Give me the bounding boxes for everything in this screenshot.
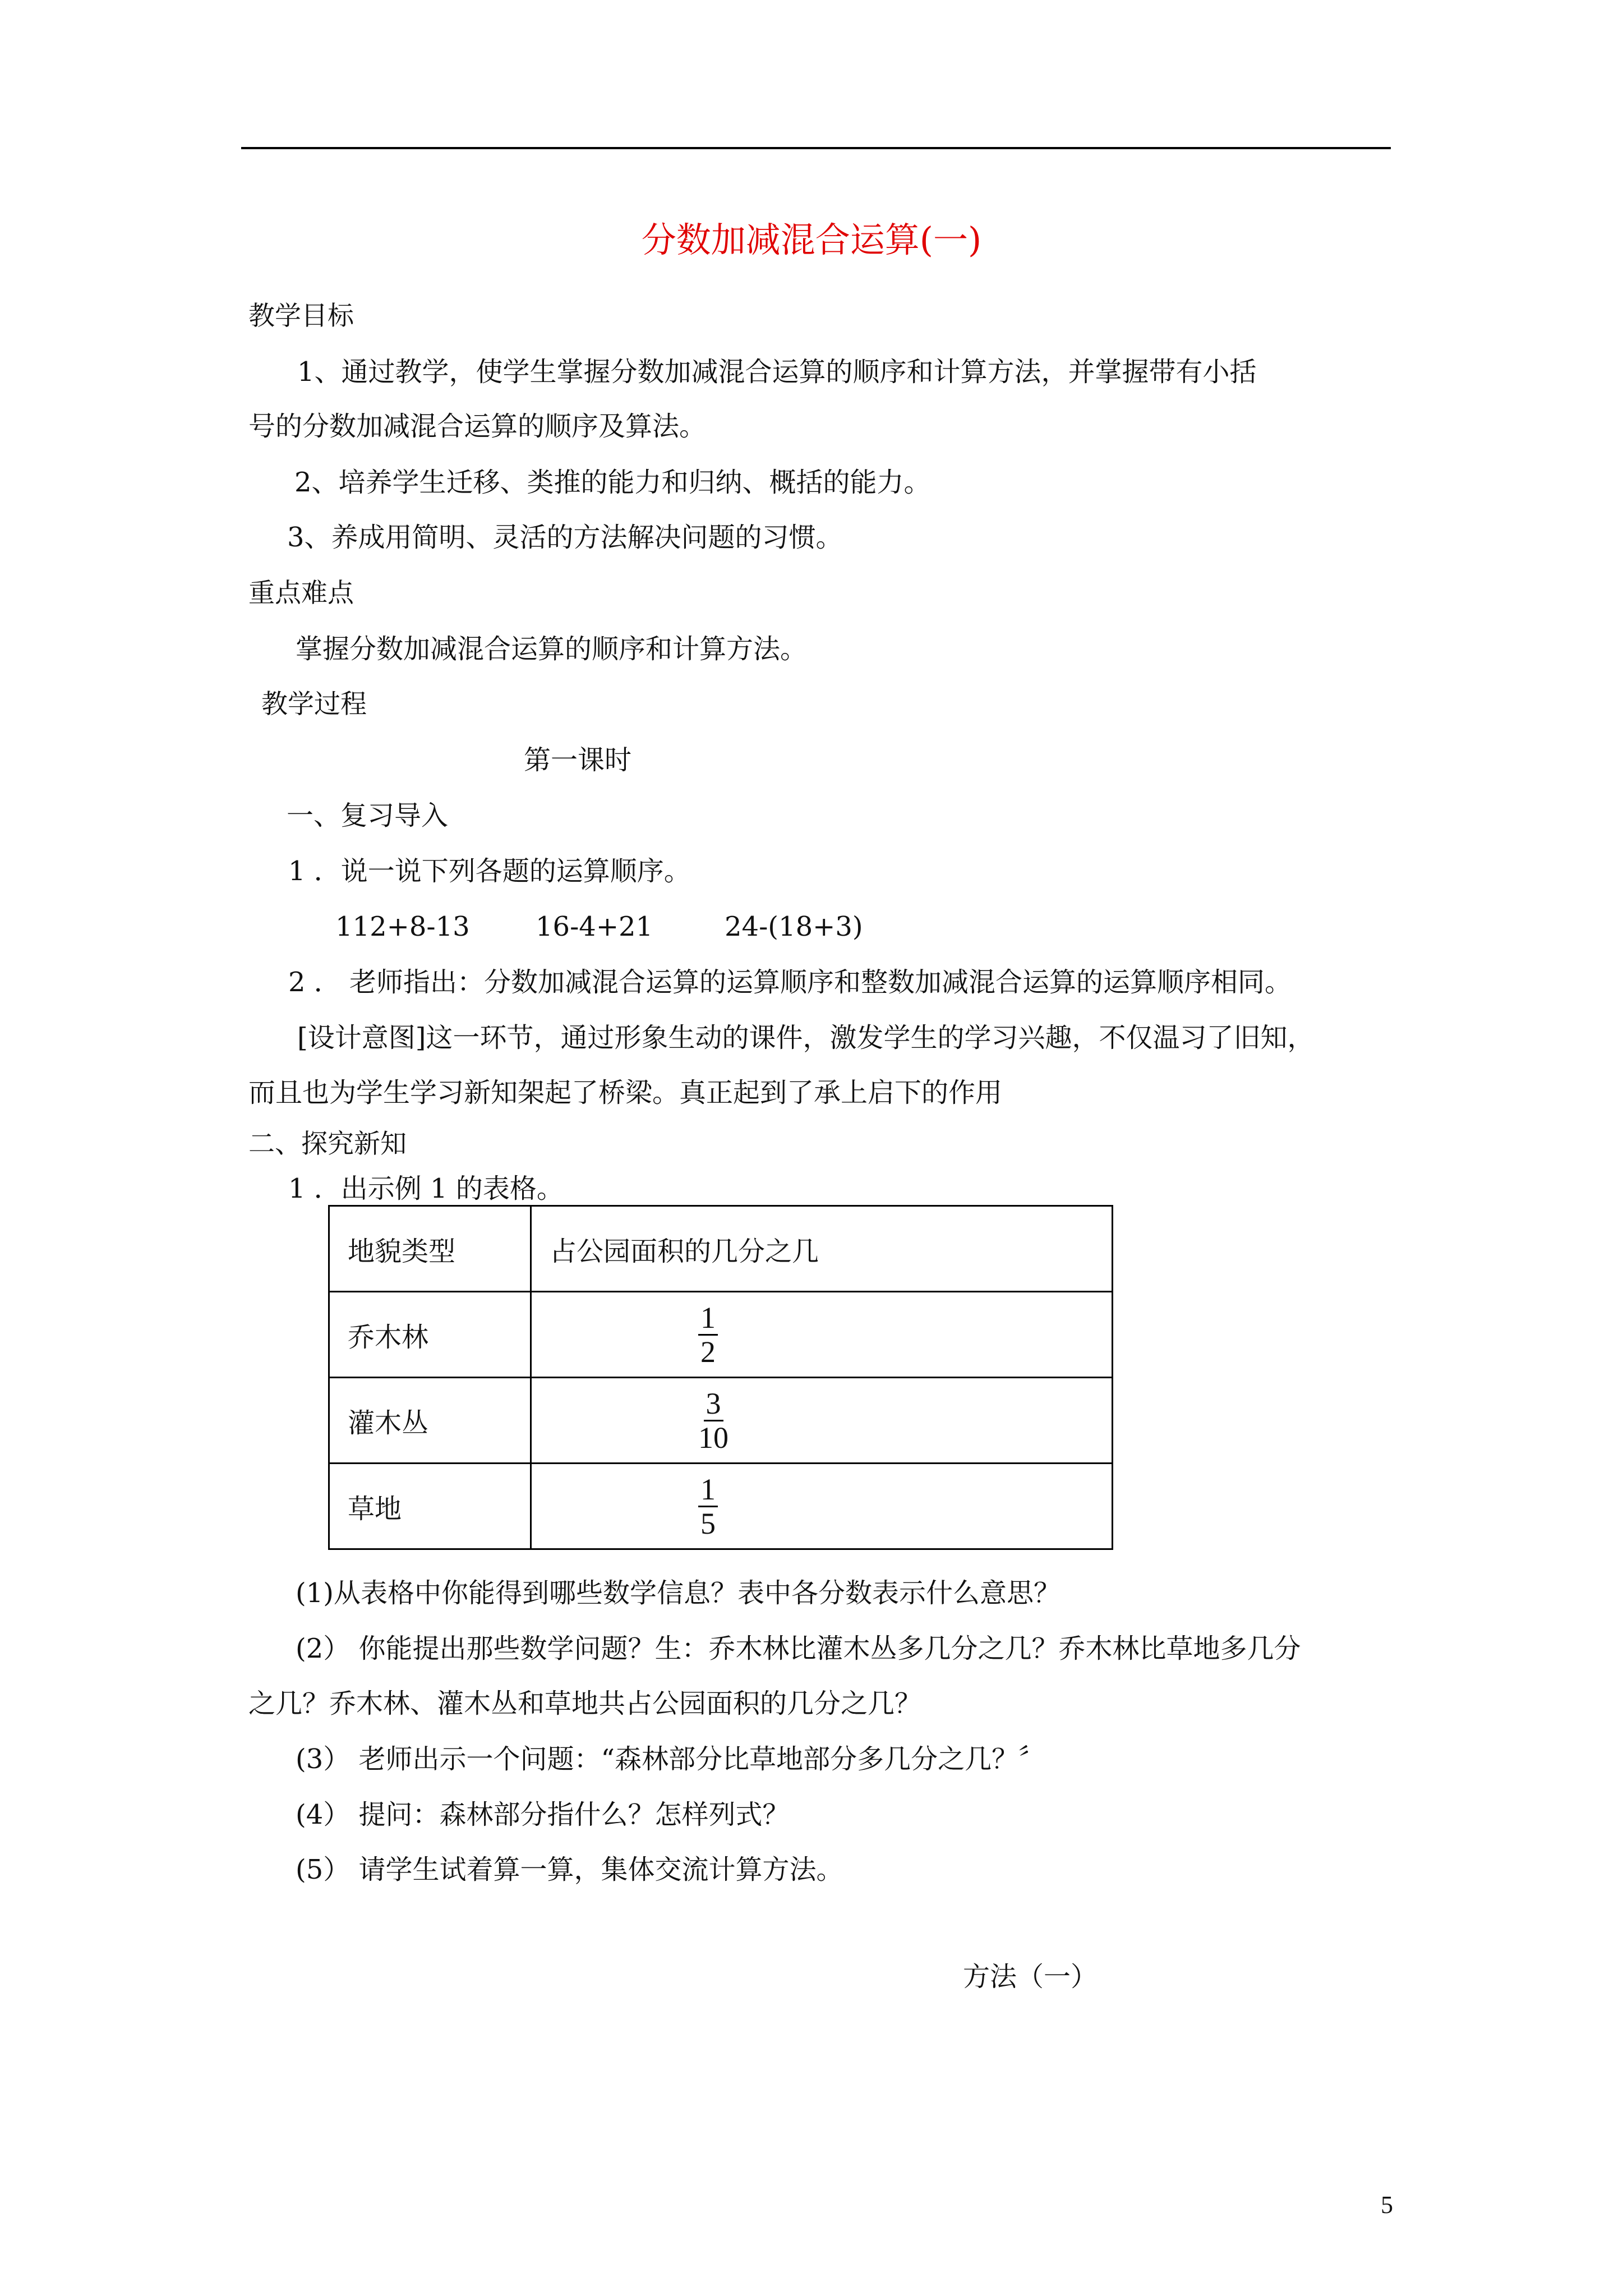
key-points-text: 掌握分数加减混合运算的顺序和计算方法。 xyxy=(296,633,808,665)
terrain-table xyxy=(328,1205,1113,1550)
objective-1-line-1: 1、通过教学，使学生掌握分数加减混合运算的顺序和计算方法，并掌握带有小括 xyxy=(297,356,1257,388)
terrain-type-cell: 灌木丛 xyxy=(329,1378,531,1464)
key-points-heading: 重点难点 xyxy=(248,578,354,609)
fraction xyxy=(698,1301,718,1368)
table-header-row xyxy=(329,1206,1113,1292)
terrain-type-cell: 乔木林 xyxy=(329,1292,531,1378)
explore-point-3: (3） 老师出示一个问题：“森林部分比草地部分多几分之几？〞 xyxy=(296,1743,1046,1775)
fraction-numerator: 3 xyxy=(704,1387,723,1421)
table-row xyxy=(329,1464,1113,1549)
objective-1-line-2: 号的分数加减混合运算的顺序及算法。 xyxy=(248,411,707,442)
fraction-cell xyxy=(531,1464,1113,1549)
design-intent-line-1: [设计意图]这一环节，通过形象生动的课件，激发学生的学习兴趣，不仅温习了旧知， xyxy=(297,1022,1315,1053)
explore-point-4: (4） 提问：森林部分指什么？怎样列式？ xyxy=(296,1799,790,1830)
fraction-cell xyxy=(531,1378,1113,1464)
table-row xyxy=(329,1378,1113,1464)
design-intent-line-2: 而且也为学生学习新知架起了桥梁。真正起到了承上启下的作用 xyxy=(248,1077,1003,1108)
expression-2: 16-4+21 xyxy=(536,911,653,942)
review-heading: 一、复习导入 xyxy=(287,800,449,831)
method-label: 方法（一） xyxy=(963,1961,1098,1993)
review-question-1: 1 ．说一说下列各题的运算顺序。 xyxy=(288,855,691,887)
page-title: 分数加减混合运算(一) xyxy=(641,219,982,260)
lesson-label: 第一课时 xyxy=(524,744,632,776)
explore-question-1: 1 ．出示例 1 的表格。 xyxy=(288,1173,564,1204)
expression-1: 112+8-13 xyxy=(335,911,470,942)
header-rule xyxy=(241,147,1391,149)
fraction xyxy=(698,1387,728,1454)
explore-point-1: (1)从表格中你能得到哪些数学信息？表中各分数表示什么意思？ xyxy=(296,1577,1061,1609)
explore-heading: 二、探究新知 xyxy=(248,1129,407,1159)
fraction-numerator: 1 xyxy=(698,1473,718,1507)
fraction-denominator: 2 xyxy=(700,1335,716,1369)
objective-3: 3、养成用简明、灵活的方法解决问题的习惯。 xyxy=(287,522,843,553)
explore-point-5: (5） 请学生试着算一算，集体交流计算方法。 xyxy=(296,1854,843,1885)
objectives-heading: 教学目标 xyxy=(248,301,354,332)
explore-point-2-line-1: (2） 你能提出那些数学问题？生：乔木林比灌木丛多几分之几？乔木林比草地多几分 xyxy=(296,1633,1301,1664)
process-heading: 教学过程 xyxy=(261,689,367,720)
fraction xyxy=(698,1473,718,1540)
review-question-2: 2 ． 老师指出：分数加减混合运算的运算顺序和整数加减混合运算的运算顺序相同。 xyxy=(288,967,1292,998)
fraction-numerator: 1 xyxy=(698,1301,718,1336)
fraction-denominator: 10 xyxy=(698,1420,728,1455)
objective-2: 2、培养学生迁移、类推的能力和归纳、概括的能力。 xyxy=(294,467,931,498)
terrain-type-cell: 草地 xyxy=(329,1464,531,1549)
explore-point-2-line-2: 之几？乔木林、灌木丛和草地共占公园面积的几分之几？ xyxy=(248,1688,922,1719)
page-number: 5 xyxy=(1381,2191,1393,2219)
table-header-cell: 占公园面积的几分之几 xyxy=(531,1206,1113,1292)
fraction-cell xyxy=(531,1292,1113,1378)
table-row xyxy=(329,1292,1113,1378)
fraction-denominator: 5 xyxy=(700,1506,716,1540)
expression-3: 24-(18+3) xyxy=(725,911,863,942)
table-header-cell: 地貌类型 xyxy=(329,1206,531,1292)
